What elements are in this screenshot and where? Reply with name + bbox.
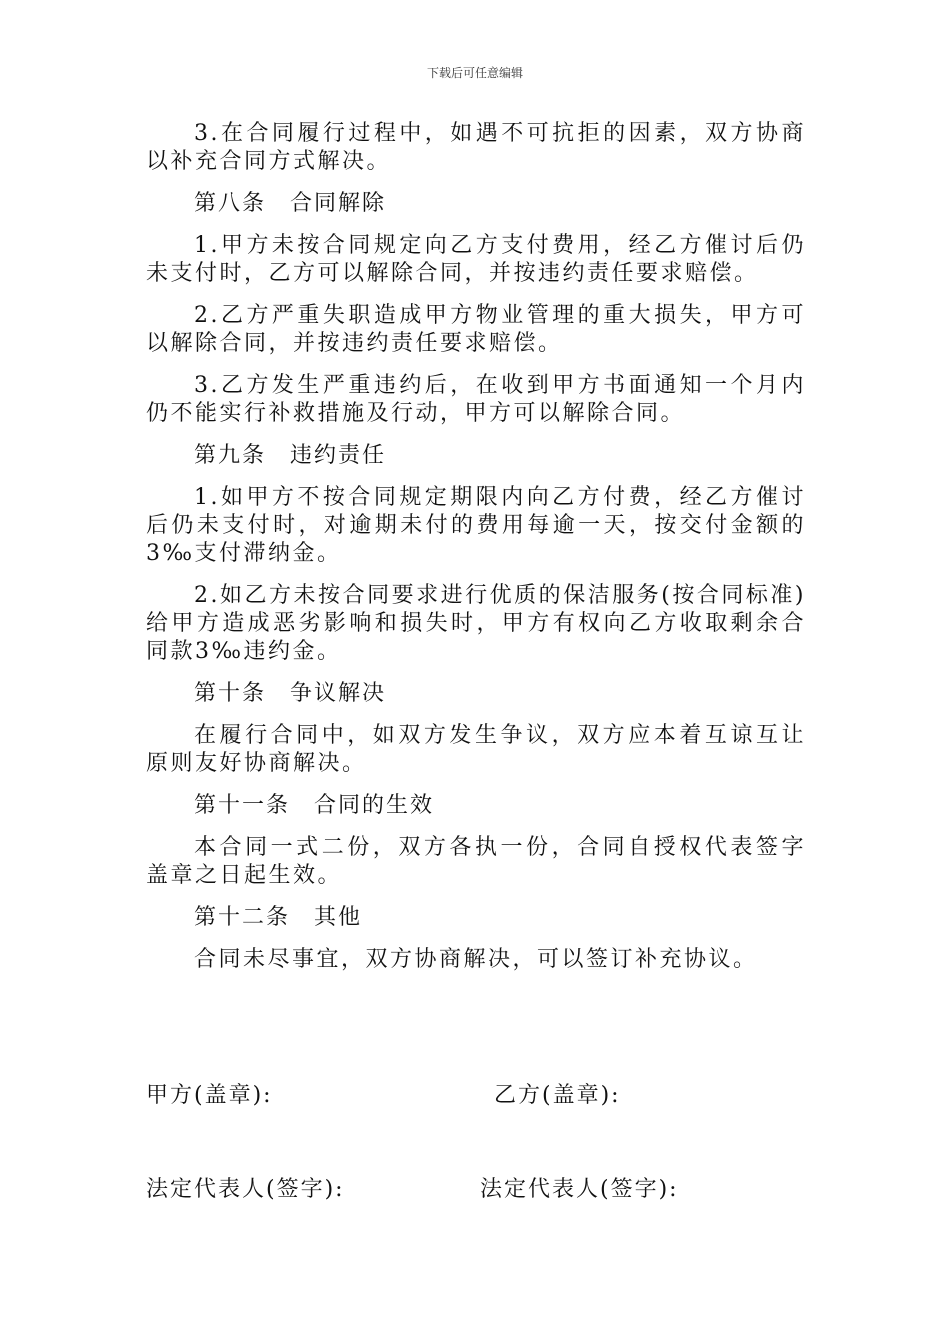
clause-9-item-2: 2.如乙方未按合同要求进行优质的保洁服务(按合同标准)给甲方造成恶劣影响和损失时，甲方有权向乙方收取剩余合同款3‰违约金。 xyxy=(146,583,806,664)
party-a-seal-label: 甲方(盖章): xyxy=(146,1083,273,1108)
clause-8-item-2: 2.乙方严重失职造成甲方物业管理的重大损失，甲方可以解除合同，并按违约责任要求赔偿。 xyxy=(146,303,806,356)
article-9-heading: 第九条 违约责任 xyxy=(194,443,387,468)
party-b-representative-label: 法定代表人(签字): xyxy=(480,1177,679,1202)
clause-7-item-3: 3.在合同履行过程中，如遇不可抗拒的因素，双方协商以补充合同方式解决。 xyxy=(146,121,806,174)
party-a-representative-label: 法定代表人(签字): xyxy=(146,1177,345,1202)
article-8-heading: 第八条 合同解除 xyxy=(194,191,387,216)
clause-8-item-3: 3.乙方发生严重违约后，在收到甲方书面通知一个月内仍不能实行补救措施及行动，甲方可以解除合同。 xyxy=(146,373,806,426)
clause-10-text: 在履行合同中，如双方发生争议，双方应本着互谅互让原则友好协商解决。 xyxy=(146,723,806,776)
page-header: 下载后可任意编辑 xyxy=(426,66,523,80)
article-12-heading: 第十二条 其他 xyxy=(194,905,363,930)
clause-12-text: 合同未尽事宜，双方协商解决，可以签订补充协议。 xyxy=(194,947,758,972)
article-11-heading: 第十一条 合同的生效 xyxy=(194,793,435,818)
party-b-seal-label: 乙方(盖章): xyxy=(494,1083,621,1108)
clause-9-item-1: 1.如甲方不按合同规定期限内向乙方付费，经乙方催讨后仍未支付时，对逾期未付的费用每逾一天，按交付金额的3‰支付滞纳金。 xyxy=(146,485,806,566)
contract-body xyxy=(146,120,806,988)
clause-11-text: 本合同一式二份，双方各执一份，合同自授权代表签字盖章之日起生效。 xyxy=(146,835,806,888)
article-10-heading: 第十条 争议解决 xyxy=(194,681,387,706)
clause-8-item-1: 1.甲方未按合同规定向乙方支付费用，经乙方催讨后仍未支付时，乙方可以解除合同，并按违约责任要求赔偿。 xyxy=(146,233,806,286)
